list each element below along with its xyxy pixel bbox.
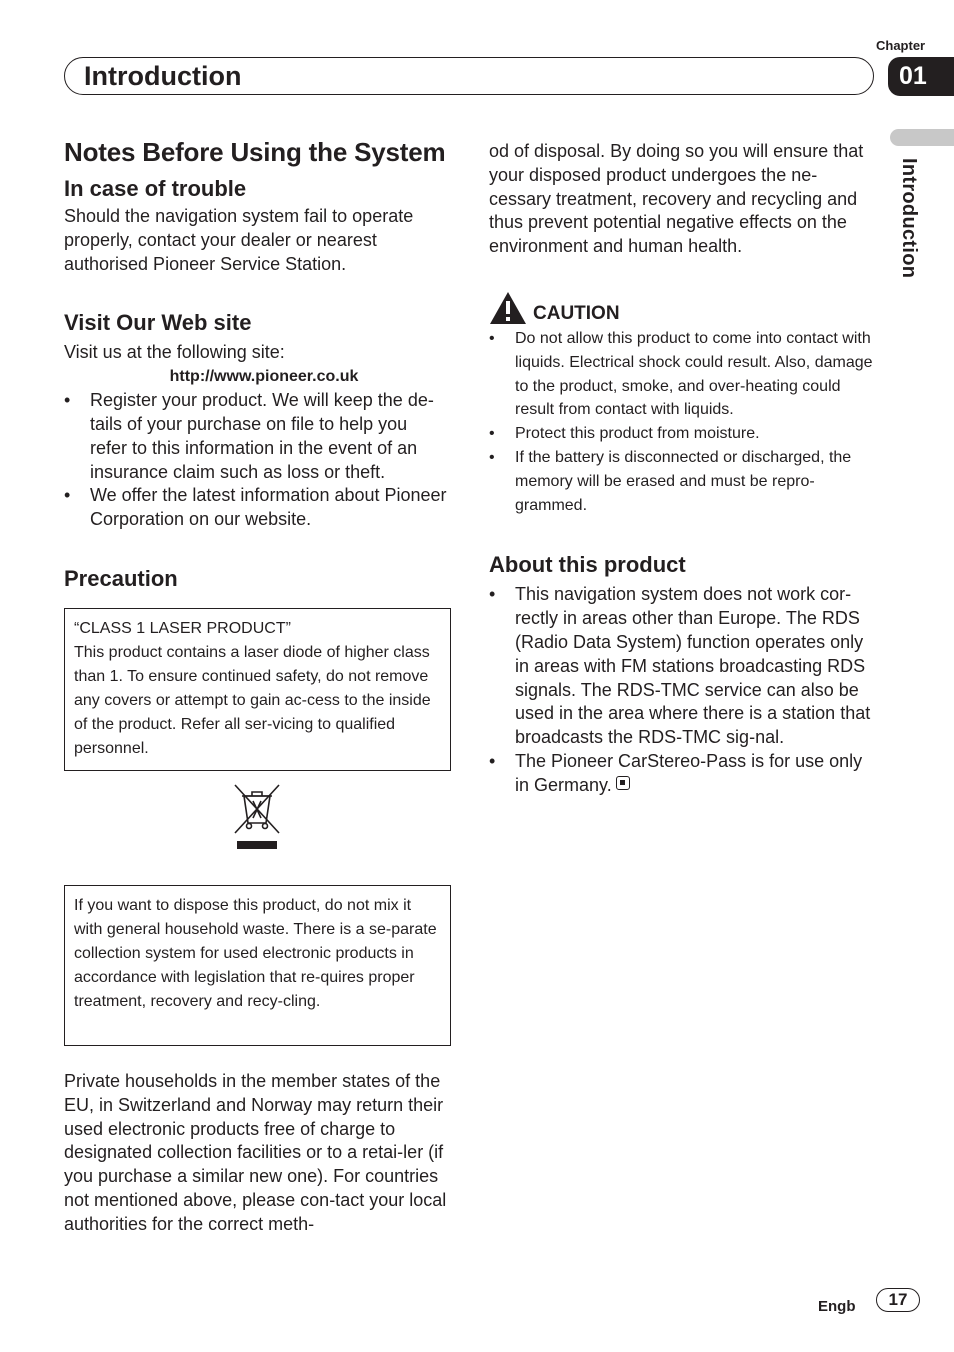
- left-column: [64, 136, 452, 1237]
- website-intro: Visit us at the following site:: [64, 342, 285, 363]
- households-text: Private households in the member states of the EU, in Switzerland and Norway may return their used electronic products free of charge to designated collection facilities or to a retai-ler (if you purchase a similar new one). For countries not mentioned above, please con-tact your local authorities for the correct meth-: [64, 1070, 447, 1234]
- trouble-text: Should the navigation system fail to operate properly, contact your dealer or nearest authorised Pioneer Service Station.: [64, 206, 414, 274]
- section-title: Introduction: [84, 61, 242, 91]
- main-heading: Notes Before Using the System: [64, 137, 446, 167]
- side-tab-bar: [890, 129, 954, 146]
- about-bullet-list: [489, 583, 877, 797]
- crossed-out-wheelie-bin-icon: [233, 783, 283, 855]
- caution-bullet-list: [489, 327, 879, 517]
- list-item-text: The Pioneer CarStereo-Pass is for use only in Germany.: [515, 750, 863, 795]
- weee-symbol: [64, 771, 451, 885]
- disposal-box-text: If you want to dispose this product, do not mix it with general household waste. There is a se-parate collection system for used electronic products in accordance with legislation that re-quires proper treatment, recovery and recy-cling.: [74, 896, 437, 1010]
- right-column: [489, 140, 879, 798]
- list-item: • If the battery is disconnected or discharged, the memory will be erased and must be repro-grammed.: [489, 446, 879, 517]
- caution-label: CAUTION: [533, 302, 620, 324]
- warning-triangle-icon: [489, 291, 527, 325]
- end-of-section-icon: [616, 776, 630, 790]
- laser-box-text: This product contains a laser diode of higher class than 1. To ensure continued safety, do not remove any covers or attempt to gain ac-cess to the inside of the product. Refer all ser-vicing to qualified personnel.: [74, 643, 431, 757]
- website-url[interactable]: http://www.pioneer.co.uk: [169, 368, 359, 386]
- continued-disposal-text: od of disposal. By doing so you will ensure that your disposed product undergoes the ne-cessary treatment, recovery and recycling and thus prevent potential negative effects on the environment and human health.: [489, 141, 864, 257]
- list-item: [489, 750, 877, 798]
- chapter-label: Chapter: [876, 38, 926, 53]
- disposal-notice-box: [64, 885, 451, 1046]
- list-item: • This navigation system does not work cor-rectly in areas other than Europe. The RDS (Radio Data System) function operates only in areas with FM stations broadcasting RDS signals. The RDS-TMC service can also be used in the area where there is a station that broadcasts the RDS-TMC sig-nal.: [489, 583, 877, 750]
- chapter-number-badge: 01: [888, 57, 954, 96]
- laser-box-title: “CLASS 1 LASER PRODUCT”: [74, 619, 291, 637]
- laser-notice-box: [64, 608, 451, 771]
- list-item: • Do not allow this product to come into contact with liquids. Electrical shock could result. Also, damage to the product, smoke, and over-heating could result from contact with liquids.: [489, 327, 879, 422]
- precaution-heading: Precaution: [64, 565, 178, 591]
- list-item: • Register your product. We will keep the de-tails of your purchase on file to help you refer to this information in the event of an insurance claim such as loss or theft.: [64, 389, 449, 484]
- about-heading: About this product: [489, 552, 686, 578]
- page-number: 17: [876, 1288, 920, 1312]
- caution-header: [489, 291, 879, 325]
- list-item: • Protect this product from moisture.: [489, 422, 879, 446]
- website-bullet-list: [64, 389, 449, 532]
- trouble-heading: In case of trouble: [64, 176, 247, 201]
- side-tab-label: Introduction: [898, 158, 920, 279]
- list-item: • We offer the latest information about Pioneer Corporation on our website.: [64, 484, 449, 532]
- language-code: Engb: [818, 1298, 856, 1315]
- website-heading: Visit Our Web site: [64, 310, 252, 336]
